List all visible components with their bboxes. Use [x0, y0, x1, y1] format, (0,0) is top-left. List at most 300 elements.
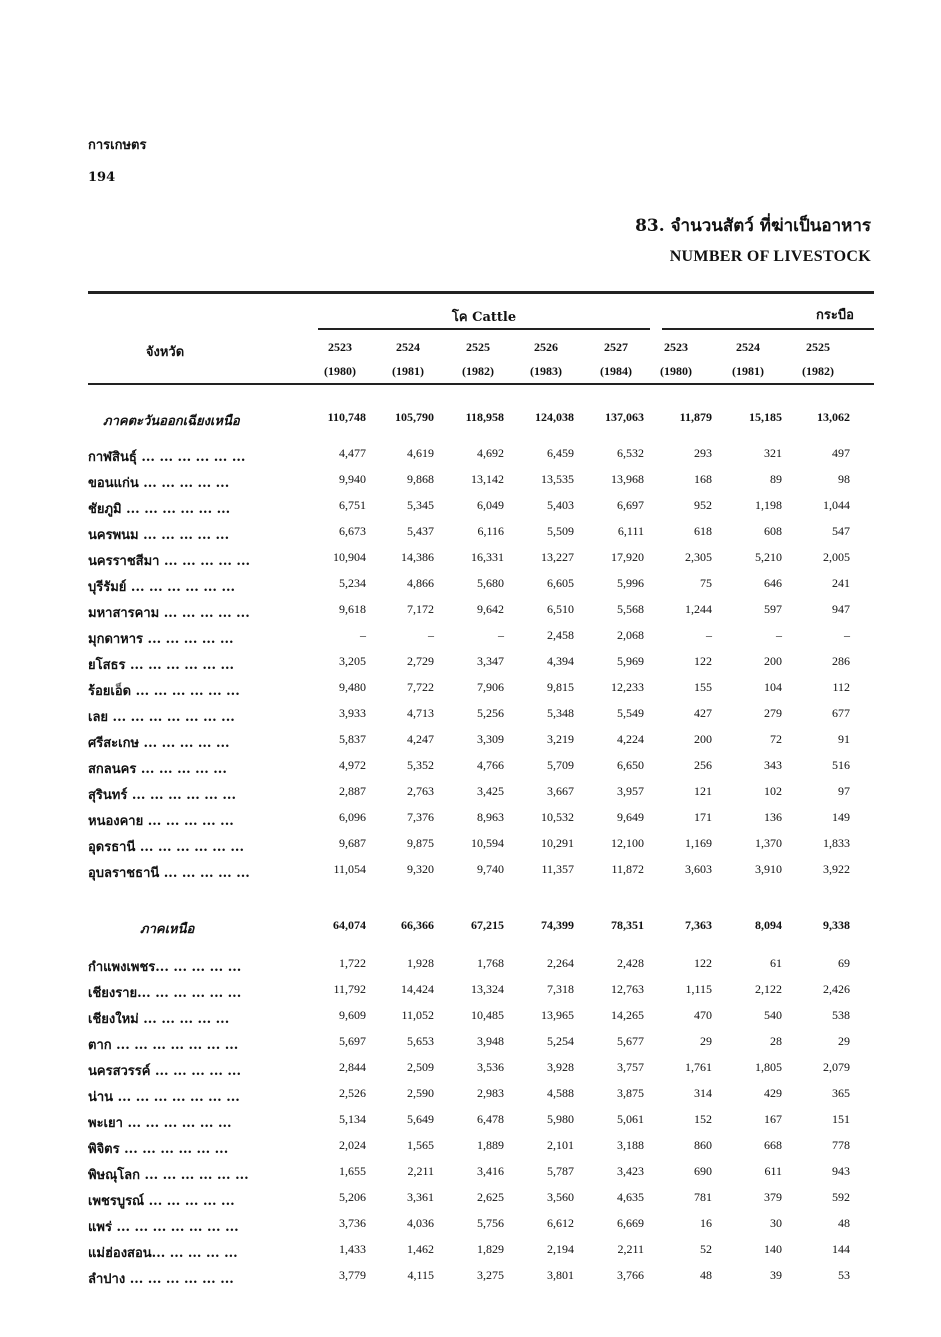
buffalo-value-cell: 778 — [832, 1138, 850, 1152]
buffalo-value-cell: 155 — [694, 680, 712, 694]
buffalo-value-cell: 167 — [764, 1112, 782, 1126]
cattle-value-cell: 74,399 — [541, 918, 574, 932]
buffalo-value-cell: 293 — [694, 446, 712, 460]
cattle-value-cell: 13,227 — [541, 550, 574, 564]
cattle-value-cell: 3,275 — [477, 1268, 504, 1282]
buffalo-value-cell: 781 — [694, 1190, 712, 1204]
buffalo-value-cell: 30 — [770, 1216, 782, 1230]
province-name: มุกดาหาร ... ... ... ... ... — [88, 632, 234, 647]
table-row — [0, 498, 941, 522]
cattle-value-cell: 2,068 — [617, 628, 644, 642]
province-name: ขอนแก่น ... ... ... ... ... — [88, 476, 230, 491]
cattle-value-cell: 3,801 — [547, 1268, 574, 1282]
year-header-be: 2527 — [604, 340, 628, 354]
region-name: ภาคตะวันออกเฉียงเหนือ — [103, 414, 240, 429]
buffalo-value-cell: 1,169 — [685, 836, 712, 850]
cattle-value-cell: 4,394 — [547, 654, 574, 668]
buffalo-value-cell: 75 — [700, 576, 712, 590]
cattle-value-cell: 5,709 — [547, 758, 574, 772]
year-header-ad: (1981) — [732, 364, 764, 378]
table-row — [0, 550, 941, 574]
buffalo-value-cell: 1,044 — [823, 498, 850, 512]
cattle-value-cell: 66,366 — [401, 918, 434, 932]
cattle-value-cell: 3,536 — [477, 1060, 504, 1074]
buffalo-value-cell: 152 — [694, 1112, 712, 1126]
cattle-value-cell: 5,756 — [477, 1216, 504, 1230]
buffalo-value-cell: 151 — [832, 1112, 850, 1126]
cattle-value-cell: 4,115 — [407, 1268, 434, 1282]
cattle-value-cell: 1,928 — [407, 956, 434, 970]
buffalo-value-cell: 98 — [838, 472, 850, 486]
province-name: แพร่ ... ... ... ... ... ... ... — [88, 1220, 239, 1235]
table-row — [0, 862, 941, 886]
buffalo-value-cell: 72 — [770, 732, 782, 746]
cattle-value-cell: 2,887 — [339, 784, 366, 798]
province-name: นครพนม ... ... ... ... ... — [88, 528, 230, 543]
cattle-value-cell: 3,205 — [339, 654, 366, 668]
table-row — [0, 836, 941, 860]
buffalo-value-cell: 286 — [832, 654, 850, 668]
buffalo-value-cell: 136 — [764, 810, 782, 824]
cattle-value-cell: 3,948 — [477, 1034, 504, 1048]
cattle-value-cell: 14,424 — [401, 982, 434, 996]
province-name: มหาสารคาม ... ... ... ... ... — [88, 606, 250, 621]
cattle-value-cell: – — [428, 628, 434, 642]
buffalo-value-cell: 52 — [700, 1242, 712, 1256]
cattle-value-cell: 11,052 — [401, 1008, 434, 1022]
cattle-value-cell: 4,635 — [617, 1190, 644, 1204]
cattle-value-cell: 1,462 — [407, 1242, 434, 1256]
cattle-value-cell: 11,357 — [541, 862, 574, 876]
cattle-value-cell: 2,729 — [407, 654, 434, 668]
buffalo-value-cell: 1,833 — [823, 836, 850, 850]
cattle-value-cell: 10,904 — [333, 550, 366, 564]
cattle-value-cell: 5,254 — [547, 1034, 574, 1048]
page-number: 194 — [88, 170, 116, 185]
cattle-value-cell: 5,969 — [617, 654, 644, 668]
cattle-value-cell: 3,423 — [617, 1164, 644, 1178]
cattle-value-cell: 6,116 — [477, 524, 504, 538]
buffalo-value-cell: 39 — [770, 1268, 782, 1282]
cattle-value-cell: 5,996 — [617, 576, 644, 590]
province-name: หนองคาย ... ... ... ... ... — [88, 814, 234, 829]
buffalo-value-cell: 104 — [764, 680, 782, 694]
buffalo-value-cell: 1,198 — [755, 498, 782, 512]
cattle-value-cell: 3,416 — [477, 1164, 504, 1178]
buffalo-value-cell: 16 — [700, 1216, 712, 1230]
cattle-value-cell: 9,320 — [407, 862, 434, 876]
buffalo-value-cell: 7,363 — [685, 918, 712, 932]
table-row — [0, 472, 941, 496]
cattle-value-cell: 3,560 — [547, 1190, 574, 1204]
table-row — [0, 1008, 941, 1032]
province-name: เลย ... ... ... ... ... ... ... — [88, 710, 235, 725]
buffalo-value-cell: 2,005 — [823, 550, 850, 564]
cattle-value-cell: 137,063 — [605, 410, 644, 424]
cattle-value-cell: 2,194 — [547, 1242, 574, 1256]
buffalo-value-cell: – — [706, 628, 712, 642]
cattle-value-cell: 13,965 — [541, 1008, 574, 1022]
cattle-value-cell: 3,425 — [477, 784, 504, 798]
cattle-value-cell: 9,618 — [339, 602, 366, 616]
table-row — [0, 680, 941, 704]
cattle-value-cell: 9,687 — [339, 836, 366, 850]
year-header-ad: (1983) — [530, 364, 562, 378]
cattle-value-cell: 67,215 — [471, 918, 504, 932]
cattle-value-cell: 3,957 — [617, 784, 644, 798]
table-row — [0, 654, 941, 678]
buffalo-value-cell: 1,805 — [755, 1060, 782, 1074]
buffalo-value-cell: 122 — [694, 956, 712, 970]
cattle-value-cell: 78,351 — [611, 918, 644, 932]
cattle-value-cell: 4,692 — [477, 446, 504, 460]
cattle-value-cell: 5,837 — [339, 732, 366, 746]
cattle-value-cell: 3,667 — [547, 784, 574, 798]
cattle-value-cell: 5,653 — [407, 1034, 434, 1048]
buffalo-value-cell: 9,338 — [823, 918, 850, 932]
cattle-value-cell: 9,868 — [407, 472, 434, 486]
buffalo-value-cell: 470 — [694, 1008, 712, 1022]
cattle-value-cell: 4,972 — [339, 758, 366, 772]
cattle-value-cell: 6,532 — [617, 446, 644, 460]
buffalo-value-cell: 48 — [838, 1216, 850, 1230]
table-row — [0, 982, 941, 1006]
region-total-row — [0, 918, 941, 942]
cattle-value-cell: 2,983 — [477, 1086, 504, 1100]
cattle-value-cell: 14,265 — [611, 1008, 644, 1022]
province-name: พิจิตร ... ... ... ... ... ... — [88, 1142, 229, 1157]
buffalo-value-cell: 618 — [694, 524, 712, 538]
cattle-value-cell: 6,673 — [339, 524, 366, 538]
cattle-value-cell: 6,650 — [617, 758, 644, 772]
cattle-value-cell: 13,535 — [541, 472, 574, 486]
province-name: ลำปาง ... ... ... ... ... ... — [88, 1272, 234, 1287]
cattle-value-cell: 3,757 — [617, 1060, 644, 1074]
cattle-value-cell: 6,697 — [617, 498, 644, 512]
table-row — [0, 1112, 941, 1136]
year-header-be: 2525 — [466, 340, 490, 354]
table-row — [0, 810, 941, 834]
province-name: อุดรธานี ... ... ... ... ... ... — [88, 840, 244, 855]
buffalo-value-cell: 677 — [832, 706, 850, 720]
table-title-thai: 83. จำนวนสัตว์ ที่ฆ่าเป็นอาหาร — [635, 216, 871, 236]
buffalo-value-cell: 200 — [694, 732, 712, 746]
buffalo-value-cell: 1,244 — [685, 602, 712, 616]
province-name: เพชรบูรณ์ ... ... ... ... ... — [88, 1194, 235, 1209]
buffalo-value-cell: 2,122 — [755, 982, 782, 996]
buffalo-value-cell: 429 — [764, 1086, 782, 1100]
province-column-header: จังหวัด — [145, 345, 185, 360]
buffalo-value-cell: 3,603 — [685, 862, 712, 876]
cattle-group-header: โค Cattle — [451, 310, 517, 325]
cattle-value-cell: 4,588 — [547, 1086, 574, 1100]
table-row — [0, 1060, 941, 1084]
region-name: ภาคเหนือ — [140, 922, 195, 937]
cattle-value-cell: 10,291 — [541, 836, 574, 850]
cattle-value-cell: 118,958 — [465, 410, 504, 424]
buffalo-value-cell: 516 — [832, 758, 850, 772]
buffalo-value-cell: 61 — [770, 956, 782, 970]
table-row — [0, 1268, 941, 1292]
buffalo-value-cell: 427 — [694, 706, 712, 720]
cattle-value-cell: 3,361 — [407, 1190, 434, 1204]
buffalo-value-cell: 597 — [764, 602, 782, 616]
cattle-value-cell: 9,940 — [339, 472, 366, 486]
buffalo-value-cell: 122 — [694, 654, 712, 668]
table-row — [0, 602, 941, 626]
cattle-value-cell: 17,920 — [611, 550, 644, 564]
cattle-value-cell: 9,815 — [547, 680, 574, 694]
cattle-value-cell: 2,763 — [407, 784, 434, 798]
buffalo-value-cell: 144 — [832, 1242, 850, 1256]
section-label: การเกษตร — [88, 138, 147, 153]
buffalo-value-cell: 48 — [700, 1268, 712, 1282]
province-name: บุรีรัมย์ ... ... ... ... ... ... — [88, 580, 236, 595]
cattle-value-cell: 2,526 — [339, 1086, 366, 1100]
buffalo-value-cell: 29 — [838, 1034, 850, 1048]
cattle-value-cell: 11,872 — [611, 862, 644, 876]
cattle-value-cell: 3,736 — [339, 1216, 366, 1230]
buffalo-value-cell: 608 — [764, 524, 782, 538]
buffalo-value-cell: 8,094 — [755, 918, 782, 932]
cattle-value-cell: 5,549 — [617, 706, 644, 720]
buffalo-group-header: กระบือ — [816, 308, 854, 323]
buffalo-value-cell: 379 — [764, 1190, 782, 1204]
cattle-value-cell: 3,875 — [617, 1086, 644, 1100]
cattle-value-cell: 8,963 — [477, 810, 504, 824]
cattle-value-cell: 12,233 — [611, 680, 644, 694]
cattle-value-cell: 105,790 — [395, 410, 434, 424]
buffalo-value-cell: 149 — [832, 810, 850, 824]
cattle-value-cell: 7,906 — [477, 680, 504, 694]
province-name: เชียงราย... ... ... ... ... ... — [88, 986, 242, 1001]
table-row — [0, 1242, 941, 1266]
year-header-be: 2523 — [664, 340, 688, 354]
buffalo-value-cell: 29 — [700, 1034, 712, 1048]
table-row — [0, 1034, 941, 1058]
cattle-header-rule — [318, 328, 650, 330]
buffalo-value-cell: 112 — [832, 680, 850, 694]
cattle-value-cell: 5,348 — [547, 706, 574, 720]
cattle-value-cell: 4,036 — [407, 1216, 434, 1230]
buffalo-value-cell: 646 — [764, 576, 782, 590]
province-name: สกลนคร ... ... ... ... ... — [88, 762, 227, 777]
cattle-value-cell: 3,766 — [617, 1268, 644, 1282]
buffalo-value-cell: 343 — [764, 758, 782, 772]
year-header-be: 2524 — [396, 340, 420, 354]
cattle-value-cell: 6,111 — [617, 524, 644, 538]
cattle-value-cell: – — [360, 628, 366, 642]
cattle-value-cell: 6,669 — [617, 1216, 644, 1230]
cattle-value-cell: 1,433 — [339, 1242, 366, 1256]
cattle-value-cell: 5,509 — [547, 524, 574, 538]
cattle-value-cell: 1,889 — [477, 1138, 504, 1152]
table-row — [0, 1138, 941, 1162]
cattle-value-cell: 1,829 — [477, 1242, 504, 1256]
buffalo-value-cell: – — [844, 628, 850, 642]
cattle-value-cell: 5,568 — [617, 602, 644, 616]
cattle-value-cell: 3,347 — [477, 654, 504, 668]
buffalo-value-cell: 321 — [764, 446, 782, 460]
cattle-value-cell: 7,722 — [407, 680, 434, 694]
table-row — [0, 706, 941, 730]
cattle-value-cell: 2,844 — [339, 1060, 366, 1074]
cattle-value-cell: 13,142 — [471, 472, 504, 486]
cattle-value-cell: 12,100 — [611, 836, 644, 850]
table-row — [0, 1086, 941, 1110]
cattle-value-cell: 2,428 — [617, 956, 644, 970]
cattle-value-cell: 2,509 — [407, 1060, 434, 1074]
year-header-ad: (1982) — [802, 364, 834, 378]
province-name: เชียงใหม่ ... ... ... ... ... — [88, 1012, 230, 1027]
buffalo-value-cell: 200 — [764, 654, 782, 668]
cattle-value-cell: 9,642 — [477, 602, 504, 616]
province-name: น่าน ... ... ... ... ... ... ... — [88, 1090, 240, 1105]
cattle-value-cell: 5,352 — [407, 758, 434, 772]
cattle-value-cell: 3,309 — [477, 732, 504, 746]
cattle-value-cell: 13,324 — [471, 982, 504, 996]
buffalo-value-cell: 2,426 — [823, 982, 850, 996]
table-title-english: NUMBER OF LIVESTOCK — [669, 248, 871, 265]
cattle-value-cell: 64,074 — [333, 918, 366, 932]
buffalo-value-cell: 91 — [838, 732, 850, 746]
buffalo-value-cell: 1,370 — [755, 836, 782, 850]
cattle-value-cell: 3,188 — [617, 1138, 644, 1152]
cattle-value-cell: 2,625 — [477, 1190, 504, 1204]
table-row — [0, 446, 941, 470]
year-header-ad: (1984) — [600, 364, 632, 378]
cattle-value-cell: 9,480 — [339, 680, 366, 694]
cattle-value-cell: 6,049 — [477, 498, 504, 512]
year-header-be: 2525 — [806, 340, 830, 354]
cattle-value-cell: 13,968 — [611, 472, 644, 486]
cattle-value-cell: 5,697 — [339, 1034, 366, 1048]
buffalo-value-cell: 5,210 — [755, 550, 782, 564]
province-name: แม่ฮ่องสอน... ... ... ... ... — [88, 1246, 238, 1261]
header-bottom-rule — [88, 383, 874, 385]
cattle-value-cell: 3,779 — [339, 1268, 366, 1282]
province-name: สุรินทร์ ... ... ... ... ... ... — [88, 788, 236, 803]
cattle-value-cell: 9,740 — [477, 862, 504, 876]
cattle-value-cell: 14,386 — [401, 550, 434, 564]
buffalo-value-cell: – — [776, 628, 782, 642]
buffalo-value-cell: 13,062 — [817, 410, 850, 424]
cattle-value-cell: 6,605 — [547, 576, 574, 590]
cattle-value-cell: 110,748 — [327, 410, 366, 424]
year-header-ad: (1981) — [392, 364, 424, 378]
province-name: นครสวรรค์ ... ... ... ... ... — [88, 1064, 241, 1079]
cattle-value-cell: 4,477 — [339, 446, 366, 460]
province-name: ชัยภูมิ ... ... ... ... ... ... — [88, 502, 231, 517]
cattle-value-cell: 6,510 — [547, 602, 574, 616]
table-row — [0, 1216, 941, 1240]
region-total-row — [0, 410, 941, 434]
cattle-value-cell: 5,980 — [547, 1112, 574, 1126]
cattle-value-cell: 5,680 — [477, 576, 504, 590]
cattle-value-cell: 6,096 — [339, 810, 366, 824]
buffalo-value-cell: 168 — [694, 472, 712, 486]
buffalo-value-cell: 943 — [832, 1164, 850, 1178]
year-header-be: 2526 — [534, 340, 558, 354]
province-name: ศรีสะเกษ ... ... ... ... ... — [88, 736, 230, 751]
cattle-value-cell: 4,619 — [407, 446, 434, 460]
buffalo-value-cell: 540 — [764, 1008, 782, 1022]
cattle-value-cell: 5,437 — [407, 524, 434, 538]
province-name: นครราชสีมา ... ... ... ... ... — [88, 554, 250, 569]
year-header-be: 2523 — [328, 340, 352, 354]
buffalo-value-cell: 547 — [832, 524, 850, 538]
cattle-value-cell: 2,458 — [547, 628, 574, 642]
cattle-value-cell: 6,612 — [547, 1216, 574, 1230]
cattle-value-cell: 5,134 — [339, 1112, 366, 1126]
buffalo-value-cell: 1,761 — [685, 1060, 712, 1074]
cattle-value-cell: 6,459 — [547, 446, 574, 460]
buffalo-value-cell: 121 — [694, 784, 712, 798]
table-row — [0, 628, 941, 652]
buffalo-value-cell: 241 — [832, 576, 850, 590]
buffalo-value-cell: 538 — [832, 1008, 850, 1022]
cattle-value-cell: 4,766 — [477, 758, 504, 772]
cattle-value-cell: 124,038 — [535, 410, 574, 424]
buffalo-value-cell: 171 — [694, 810, 712, 824]
cattle-value-cell: 1,768 — [477, 956, 504, 970]
buffalo-value-cell: 3,910 — [755, 862, 782, 876]
cattle-value-cell: 11,792 — [333, 982, 366, 996]
cattle-value-cell: 4,247 — [407, 732, 434, 746]
cattle-value-cell: 5,345 — [407, 498, 434, 512]
cattle-value-cell: 2,211 — [407, 1164, 434, 1178]
cattle-value-cell: 1,722 — [339, 956, 366, 970]
cattle-value-cell: 3,928 — [547, 1060, 574, 1074]
cattle-value-cell: 5,256 — [477, 706, 504, 720]
buffalo-value-cell: 365 — [832, 1086, 850, 1100]
buffalo-value-cell: 2,079 — [823, 1060, 850, 1074]
province-name: ตาก ... ... ... ... ... ... ... — [88, 1038, 239, 1053]
cattle-value-cell: 9,649 — [617, 810, 644, 824]
buffalo-value-cell: 1,115 — [685, 982, 712, 996]
cattle-value-cell: 16,331 — [471, 550, 504, 564]
buffalo-value-cell: 89 — [770, 472, 782, 486]
cattle-value-cell: 5,787 — [547, 1164, 574, 1178]
province-name: กาฬสินธุ์ ... ... ... ... ... ... — [88, 450, 246, 465]
year-header-ad: (1982) — [462, 364, 494, 378]
cattle-value-cell: 2,211 — [617, 1242, 644, 1256]
table-row — [0, 1164, 941, 1188]
buffalo-value-cell: 497 — [832, 446, 850, 460]
buffalo-value-cell: 15,185 — [749, 410, 782, 424]
table-row — [0, 956, 941, 980]
cattle-value-cell: 5,403 — [547, 498, 574, 512]
cattle-value-cell: 11,054 — [333, 862, 366, 876]
buffalo-value-cell: 102 — [764, 784, 782, 798]
buffalo-value-cell: 140 — [764, 1242, 782, 1256]
province-name: ยโสธร ... ... ... ... ... ... — [88, 658, 235, 673]
table-row — [0, 732, 941, 756]
buffalo-value-cell: 314 — [694, 1086, 712, 1100]
cattle-value-cell: 3,933 — [339, 706, 366, 720]
cattle-value-cell: 2,264 — [547, 956, 574, 970]
buffalo-value-cell: 860 — [694, 1138, 712, 1152]
year-header-be: 2524 — [736, 340, 760, 354]
buffalo-value-cell: 256 — [694, 758, 712, 772]
cattle-value-cell: 5,061 — [617, 1112, 644, 1126]
buffalo-value-cell: 592 — [832, 1190, 850, 1204]
buffalo-value-cell: 2,305 — [685, 550, 712, 564]
cattle-value-cell: 5,234 — [339, 576, 366, 590]
province-name: พิษณุโลก ... ... ... ... ... ... — [88, 1168, 249, 1183]
buffalo-value-cell: 690 — [694, 1164, 712, 1178]
province-name: อุบลราชธานี ... ... ... ... ... — [88, 866, 250, 881]
